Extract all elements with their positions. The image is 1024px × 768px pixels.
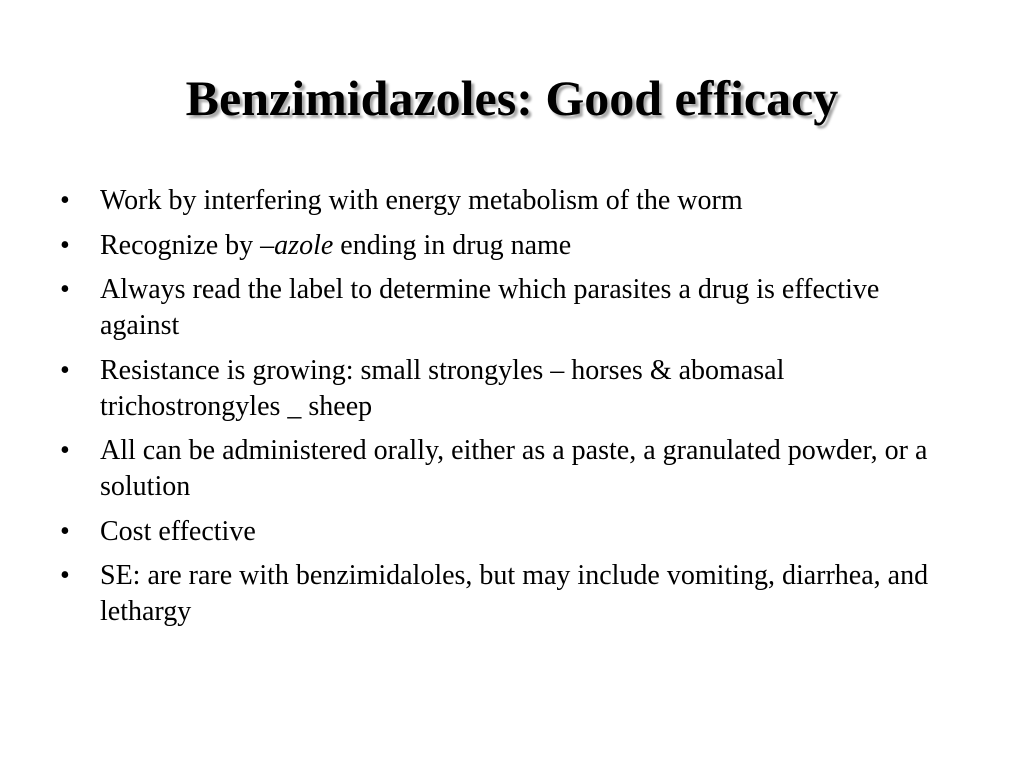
bullet-point-icon: • [60, 435, 70, 466]
bullet-text: SE: are rare with benzimidaloles, but may include vomiting, diarrhea, and lethargy [100, 560, 929, 627]
bullet-text: All can be administered orally, either as a paste, a granulated powder, or a solution [100, 435, 928, 502]
bullet-point-icon: • [60, 229, 70, 261]
bullet-text-prefix: Recognize by [100, 229, 261, 261]
bullet-item [60, 558, 960, 630]
bullet-item [60, 272, 960, 344]
bullet-text-suffix: ending in drug name [333, 229, 572, 261]
bullet-text-emphasis: –azole [260, 229, 334, 261]
bullet-text: Resistance is growing: small strongyles – horses & abomasal trichostrongyles _ sheep [100, 354, 785, 422]
bullet-text: Always read the label to determine which parasites a drug is effective against [100, 274, 880, 341]
slide-title: Benzimidazoles: Good efficacy [185, 70, 839, 126]
bullet-item [60, 183, 960, 219]
bullet-item [60, 353, 960, 425]
bullet-point-icon: • [60, 560, 70, 591]
bullet-text: Cost effective [100, 515, 256, 547]
bullet-point-icon: • [60, 185, 70, 216]
bullet-item [60, 433, 960, 505]
bullet-point-icon: • [60, 354, 70, 386]
bullet-item [60, 228, 960, 264]
bullet-item [60, 514, 960, 550]
bullet-text: Work by interfering with energy metabolism of the worm [100, 185, 743, 216]
bullet-list [60, 183, 960, 639]
bullet-point-icon: • [60, 274, 70, 305]
bullet-point-icon: • [60, 515, 70, 547]
